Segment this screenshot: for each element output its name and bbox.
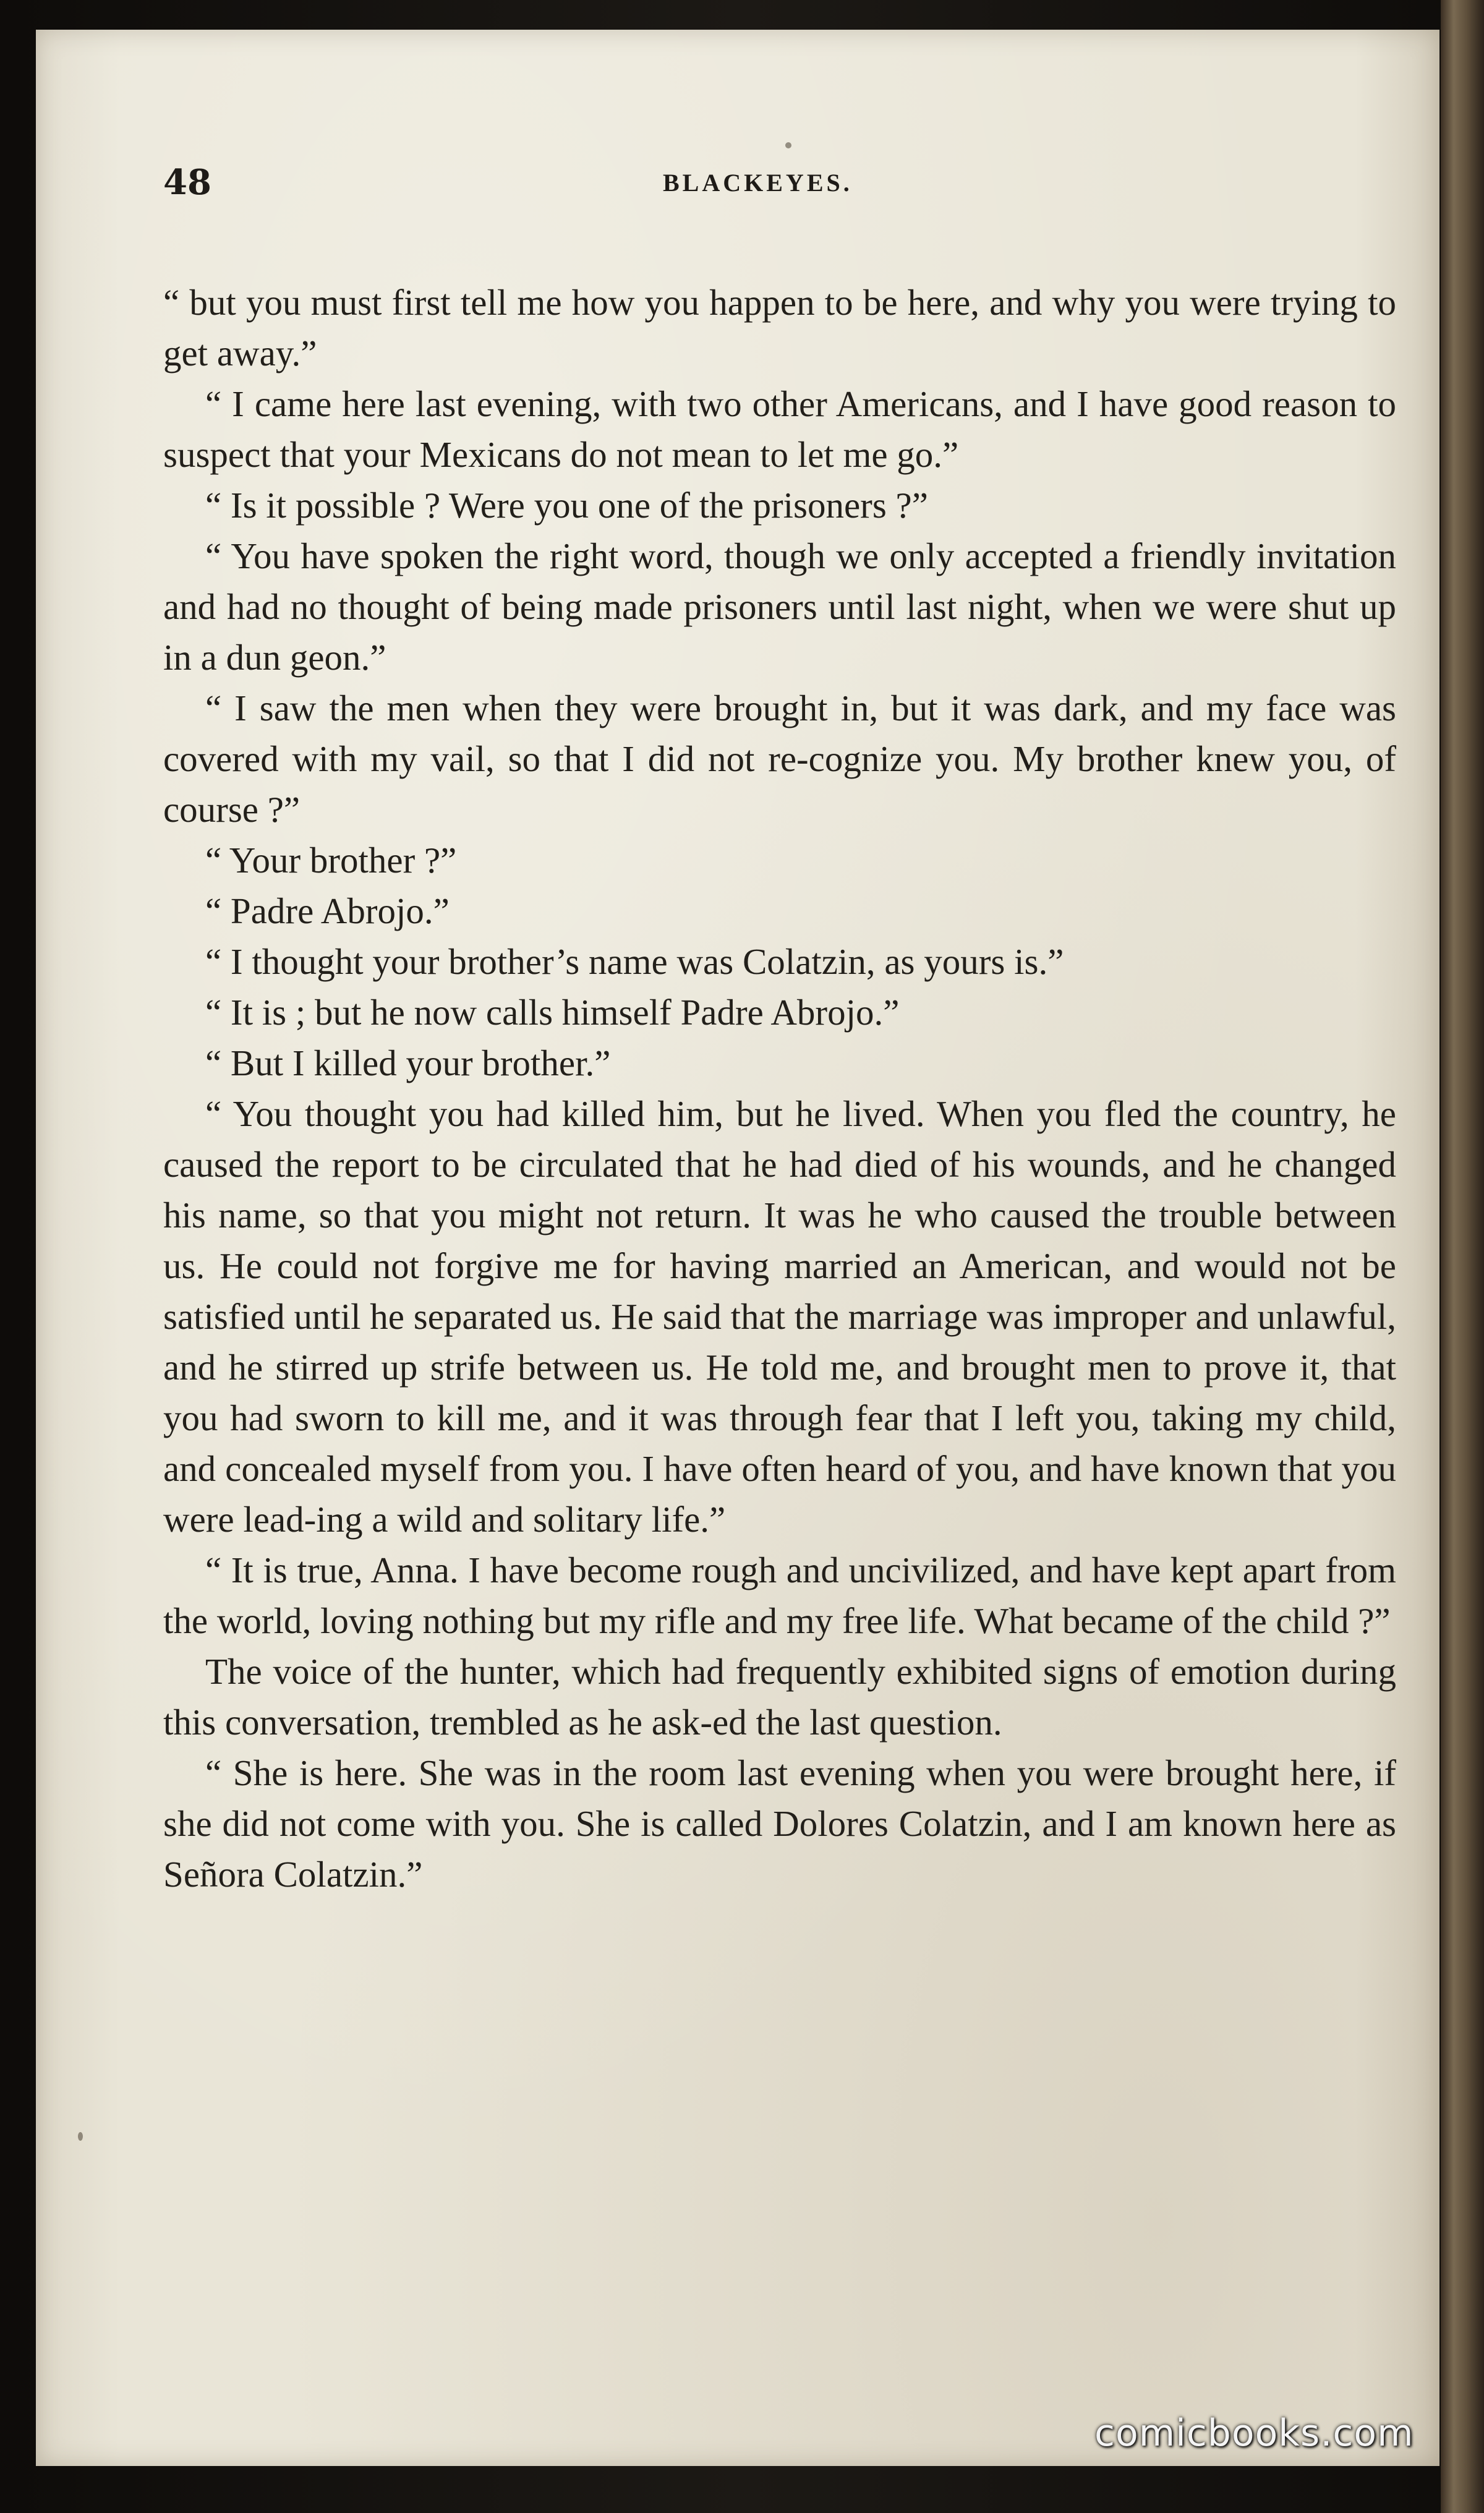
paragraph: “ Your brother ?” bbox=[205, 840, 457, 881]
paragraph: “ But I killed your brother.” bbox=[205, 1043, 611, 1083]
paragraph: “ Padre Abrojo.” bbox=[205, 890, 450, 931]
paragraph: “ She is here. She was in the room last evening when you were brought here, if she did not come with you. She is called Dolores Colatzin, and I am known here as Señora Colatzin.” bbox=[163, 1752, 1396, 1895]
paragraph: “ I thought your brother’s name was Colatzin, as yours is.” bbox=[205, 941, 1064, 982]
ink-speck bbox=[785, 142, 791, 148]
running-title: BLACKEYES. bbox=[663, 169, 853, 197]
paragraph: “ I came here last evening, with two other Americans, and I have good reason to suspect that your Mexicans do not mean to let me go.” bbox=[163, 383, 1396, 475]
ink-speck bbox=[78, 2132, 83, 2141]
paragraph: “ It is true, Anna. I have become rough and uncivilized, and have kept apart from the world, loving nothing but my rifle and my free life. What became of the child ?” bbox=[163, 1550, 1396, 1641]
paragraph: “ I saw the men when they were brought in, but it was dark, and my face was covered with my vail, so that I did not re-cognize you. My brother knew you, of course ?” bbox=[163, 688, 1396, 830]
page-number: 48 bbox=[163, 162, 211, 203]
book-spine-edge bbox=[1441, 0, 1484, 2513]
paragraph: “ It is ; but he now calls himself Padre Abrojo.” bbox=[205, 992, 900, 1033]
running-head bbox=[163, 162, 1396, 218]
paragraph: “ You have spoken the right word, though we only accepted a friendly invitation and had no thought of being made prisoners until last night, when we were shut up in a dun geon.” bbox=[163, 535, 1396, 678]
paragraph: “ You thought you had killed him, but he lived. When you fled the country, he caused the report to be circulated that he had died of his wounds, and he changed his name, so that you might not return. It was he who caused the trouble between us. He could not forgive me for having married an American, and would not be satisfied until he separated us. He said that the marriage was improper and unlawful, and he stirred up strife between us. He told me, and brought men to prove it, that you had sworn to kill me, and it was through fear that I left you, taking my child, and concealed myself from you. I have often heard of you, and have known that you were lead-ing a wild and solitary life.” bbox=[163, 1093, 1396, 1540]
paragraph: The voice of the hunter, which had frequently exhibited signs of emotion during this conversation, trembled as he ask-ed the last question. bbox=[163, 1651, 1396, 1743]
watermark: comicbooks.com bbox=[1094, 2412, 1414, 2455]
paragraph: “ but you must first tell me how you happen to be here, and why you were trying to get away.” bbox=[163, 282, 1396, 373]
paragraph: “ Is it possible ? Were you one of the prisoners ?” bbox=[205, 485, 928, 526]
body-text bbox=[163, 277, 1396, 1900]
